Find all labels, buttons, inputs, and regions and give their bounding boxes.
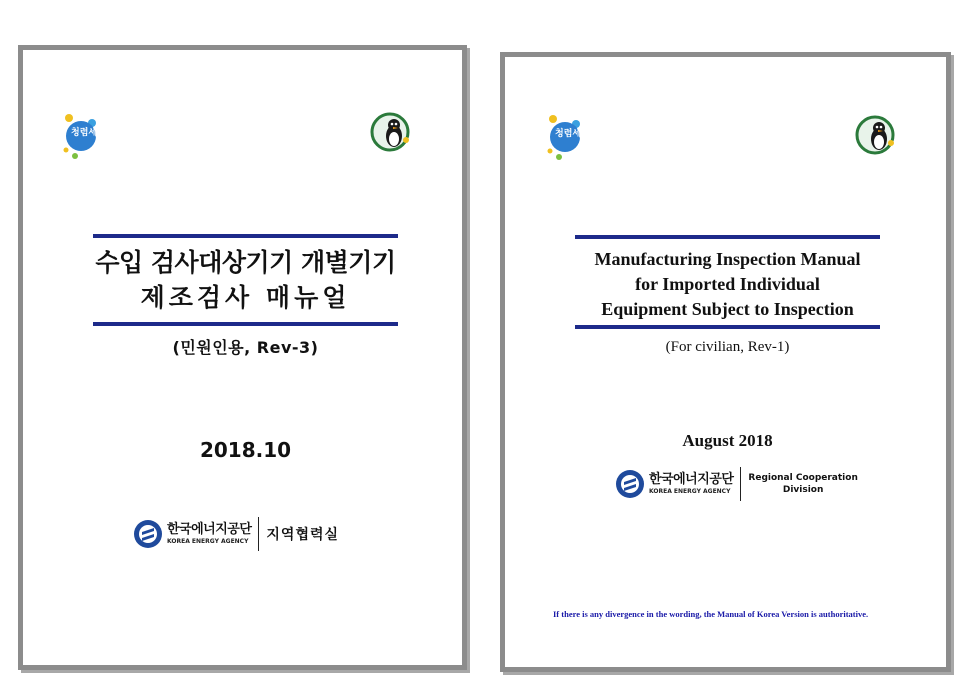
publication-date: 2018.10 bbox=[199, 438, 292, 462]
agency-name-english: KOREA ENERGY AGENCY bbox=[649, 488, 731, 495]
penguin-mascot-icon bbox=[853, 111, 901, 159]
publication-date: August 2018 bbox=[682, 431, 773, 450]
manual-title-line2: for Imported Individual bbox=[635, 274, 820, 294]
penguin-mascot-icon bbox=[368, 108, 416, 156]
agency-name-korean: 한국에너지공단 bbox=[649, 472, 734, 487]
title-top-rule bbox=[575, 235, 880, 239]
manual-subtitle: (For civilian, Rev-1) bbox=[665, 339, 790, 355]
authoritative-version-note: If there is any divergence in the wording, the Manual of Korea Version is authoritative. bbox=[553, 609, 869, 619]
agency-logo-block bbox=[133, 517, 339, 551]
korea-energy-agency-icon bbox=[133, 519, 163, 549]
agency-name-korean: 한국에너지공단 bbox=[167, 522, 252, 537]
english-cover-page bbox=[500, 52, 951, 672]
manual-title-line3: Equipment Subject to Inspection bbox=[601, 299, 854, 319]
agency-divider bbox=[740, 467, 741, 501]
manual-title-line1: 수입 검사대상기기 개별기기 bbox=[95, 248, 396, 277]
agency-divider bbox=[258, 517, 259, 551]
title-bottom-rule bbox=[93, 322, 398, 326]
korea-energy-agency-icon bbox=[615, 469, 645, 499]
manual-title-line2: 제조검사 매뉴얼 bbox=[140, 283, 351, 312]
integrity-campaign-logo bbox=[545, 111, 607, 163]
campaign-logo-text: 청렴세상 bbox=[71, 128, 106, 138]
manual-title-line1: Manufacturing Inspection Manual bbox=[594, 249, 861, 269]
integrity-campaign-logo bbox=[61, 110, 123, 162]
department-name-line2: Division bbox=[782, 485, 824, 495]
department-name: 지역협력실 bbox=[266, 527, 340, 543]
agency-logo-block bbox=[615, 467, 858, 501]
department-name-line1: Regional Cooperation bbox=[748, 473, 858, 483]
manual-subtitle: (민원인용, Rev-3) bbox=[172, 338, 319, 357]
campaign-logo-text: 청렴세상 bbox=[555, 129, 590, 139]
korean-cover-page bbox=[18, 45, 467, 670]
agency-name-english: KOREA ENERGY AGENCY bbox=[167, 538, 249, 545]
title-top-rule bbox=[93, 234, 398, 238]
title-bottom-rule bbox=[575, 325, 880, 329]
